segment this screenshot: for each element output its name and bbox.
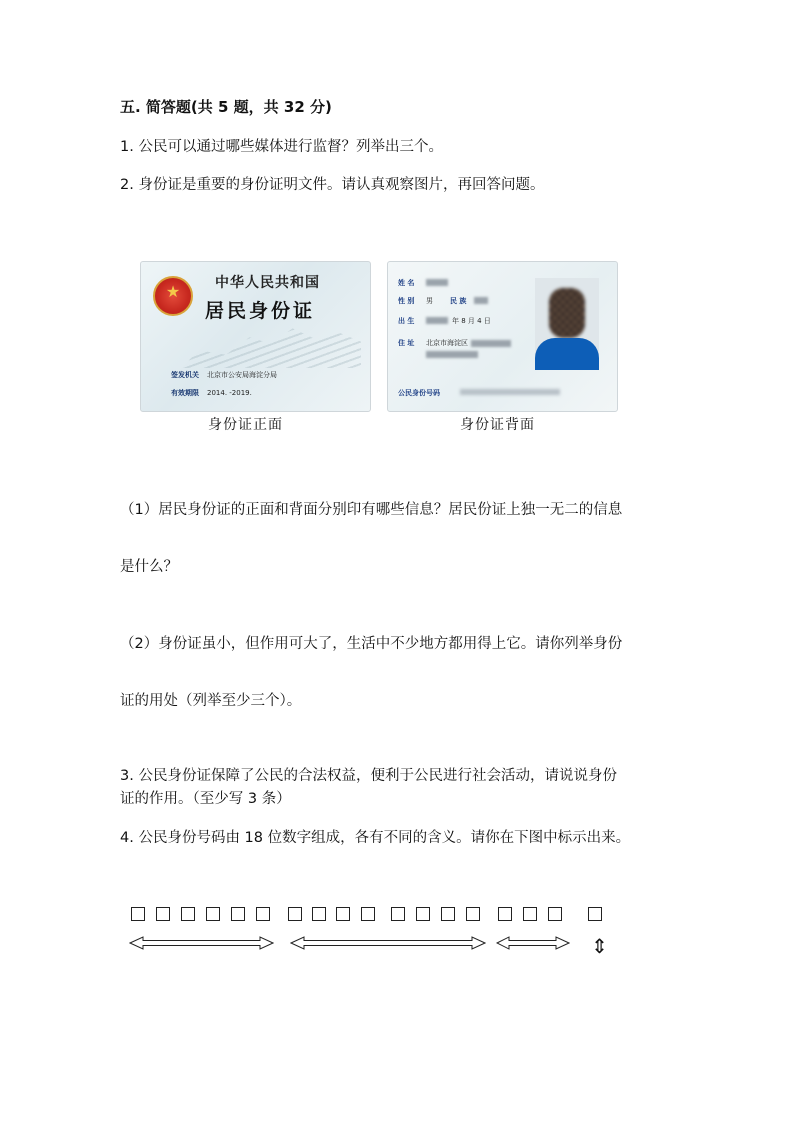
digit-box <box>588 907 602 921</box>
address-line2-blurred <box>426 350 478 358</box>
issuer-value: 北京市公安局海淀分局 <box>207 371 277 379</box>
card-country: 中华人民共和国 <box>215 275 320 291</box>
digit-box <box>548 907 562 921</box>
id-photo-blurred <box>535 278 599 370</box>
digit-box <box>416 907 430 921</box>
validity-label: 有效期限 <box>171 389 199 397</box>
ethnicity-label: 民 族 <box>450 297 467 305</box>
id-card-back-image <box>387 261 618 412</box>
gender-value: 男 <box>426 297 433 305</box>
question-2-sub1-line1: （1）居民身份证的正面和背面分别印有哪些信息？居民份证上独一无二的信息 <box>120 502 623 518</box>
name-label: 姓 名 <box>398 279 415 287</box>
section-title: 五. 简答题(共 5 题，共 32 分) <box>120 98 332 116</box>
question-2-sub2-line1: （2）身份证虽小，但作用可大了，生活中不少地方都用得上它。请你列举身份 <box>120 636 623 652</box>
photo-shoulders <box>535 338 599 370</box>
validity-value: 2014. -2019. <box>207 389 252 397</box>
arrow-sequence-code <box>496 936 570 950</box>
digit-box <box>466 907 480 921</box>
issuer-row <box>171 370 277 380</box>
birth-value: 年 8 月 4 日 <box>452 317 491 325</box>
question-1: 1. 公民可以通过哪些媒体进行监督？列举出三个。 <box>120 139 443 155</box>
birth-label: 出 生 <box>398 317 415 325</box>
issuer-label: 签发机关 <box>171 371 199 379</box>
updown-arrow-icon: ⇕ <box>591 934 608 958</box>
question-4: 4. 公民身份号码由 18 位数字组成，各有不同的含义。请你在下图中标示出来。 <box>120 830 631 846</box>
card-title: 居民身份证 <box>205 300 316 322</box>
arrow-region-code <box>129 936 274 950</box>
national-emblem-icon <box>153 276 193 316</box>
digit-box <box>523 907 537 921</box>
caption-front: 身份证正面 <box>208 417 283 433</box>
id-number-blurred <box>460 389 560 395</box>
digit-box <box>231 907 245 921</box>
address-label: 住 址 <box>398 339 415 347</box>
digit-box <box>361 907 375 921</box>
digit-box <box>441 907 455 921</box>
digit-box <box>206 907 220 921</box>
digit-box <box>391 907 405 921</box>
question-3-line2: 证的作用。（至少写 3 条） <box>120 791 291 807</box>
digit-box <box>288 907 302 921</box>
id-number-label: 公民身份号码 <box>398 389 440 397</box>
digit-box <box>181 907 195 921</box>
digit-box <box>256 907 270 921</box>
digit-box <box>498 907 512 921</box>
digit-box <box>156 907 170 921</box>
birth-year-blurred <box>426 316 448 324</box>
photo-face-blurred <box>549 288 585 338</box>
digit-box <box>336 907 350 921</box>
question-3-line1: 3. 公民身份证保障了公民的合法权益，便利于公民进行社会活动，请说说身份 <box>120 768 617 784</box>
validity-row <box>171 388 252 398</box>
great-wall-icon <box>181 324 361 368</box>
question-2-sub1-line2: 是什么？ <box>120 559 178 575</box>
address-value <box>426 338 511 348</box>
name-value-blurred <box>426 278 448 286</box>
id-card-front-image <box>140 261 371 412</box>
gender-label: 性 别 <box>398 297 415 305</box>
arrow-birth-date <box>290 936 486 950</box>
caption-back: 身份证背面 <box>460 417 535 433</box>
digit-box <box>131 907 145 921</box>
question-2-sub2-line2: 证的用处（列举至少三个）。 <box>120 693 302 709</box>
digit-box <box>312 907 326 921</box>
address-text: 北京市海淀区 <box>426 339 468 347</box>
ethnicity-value-blurred <box>474 296 488 304</box>
question-2: 2. 身份证是重要的身份证明文件。请认真观察图片，再回答问题。 <box>120 177 545 193</box>
